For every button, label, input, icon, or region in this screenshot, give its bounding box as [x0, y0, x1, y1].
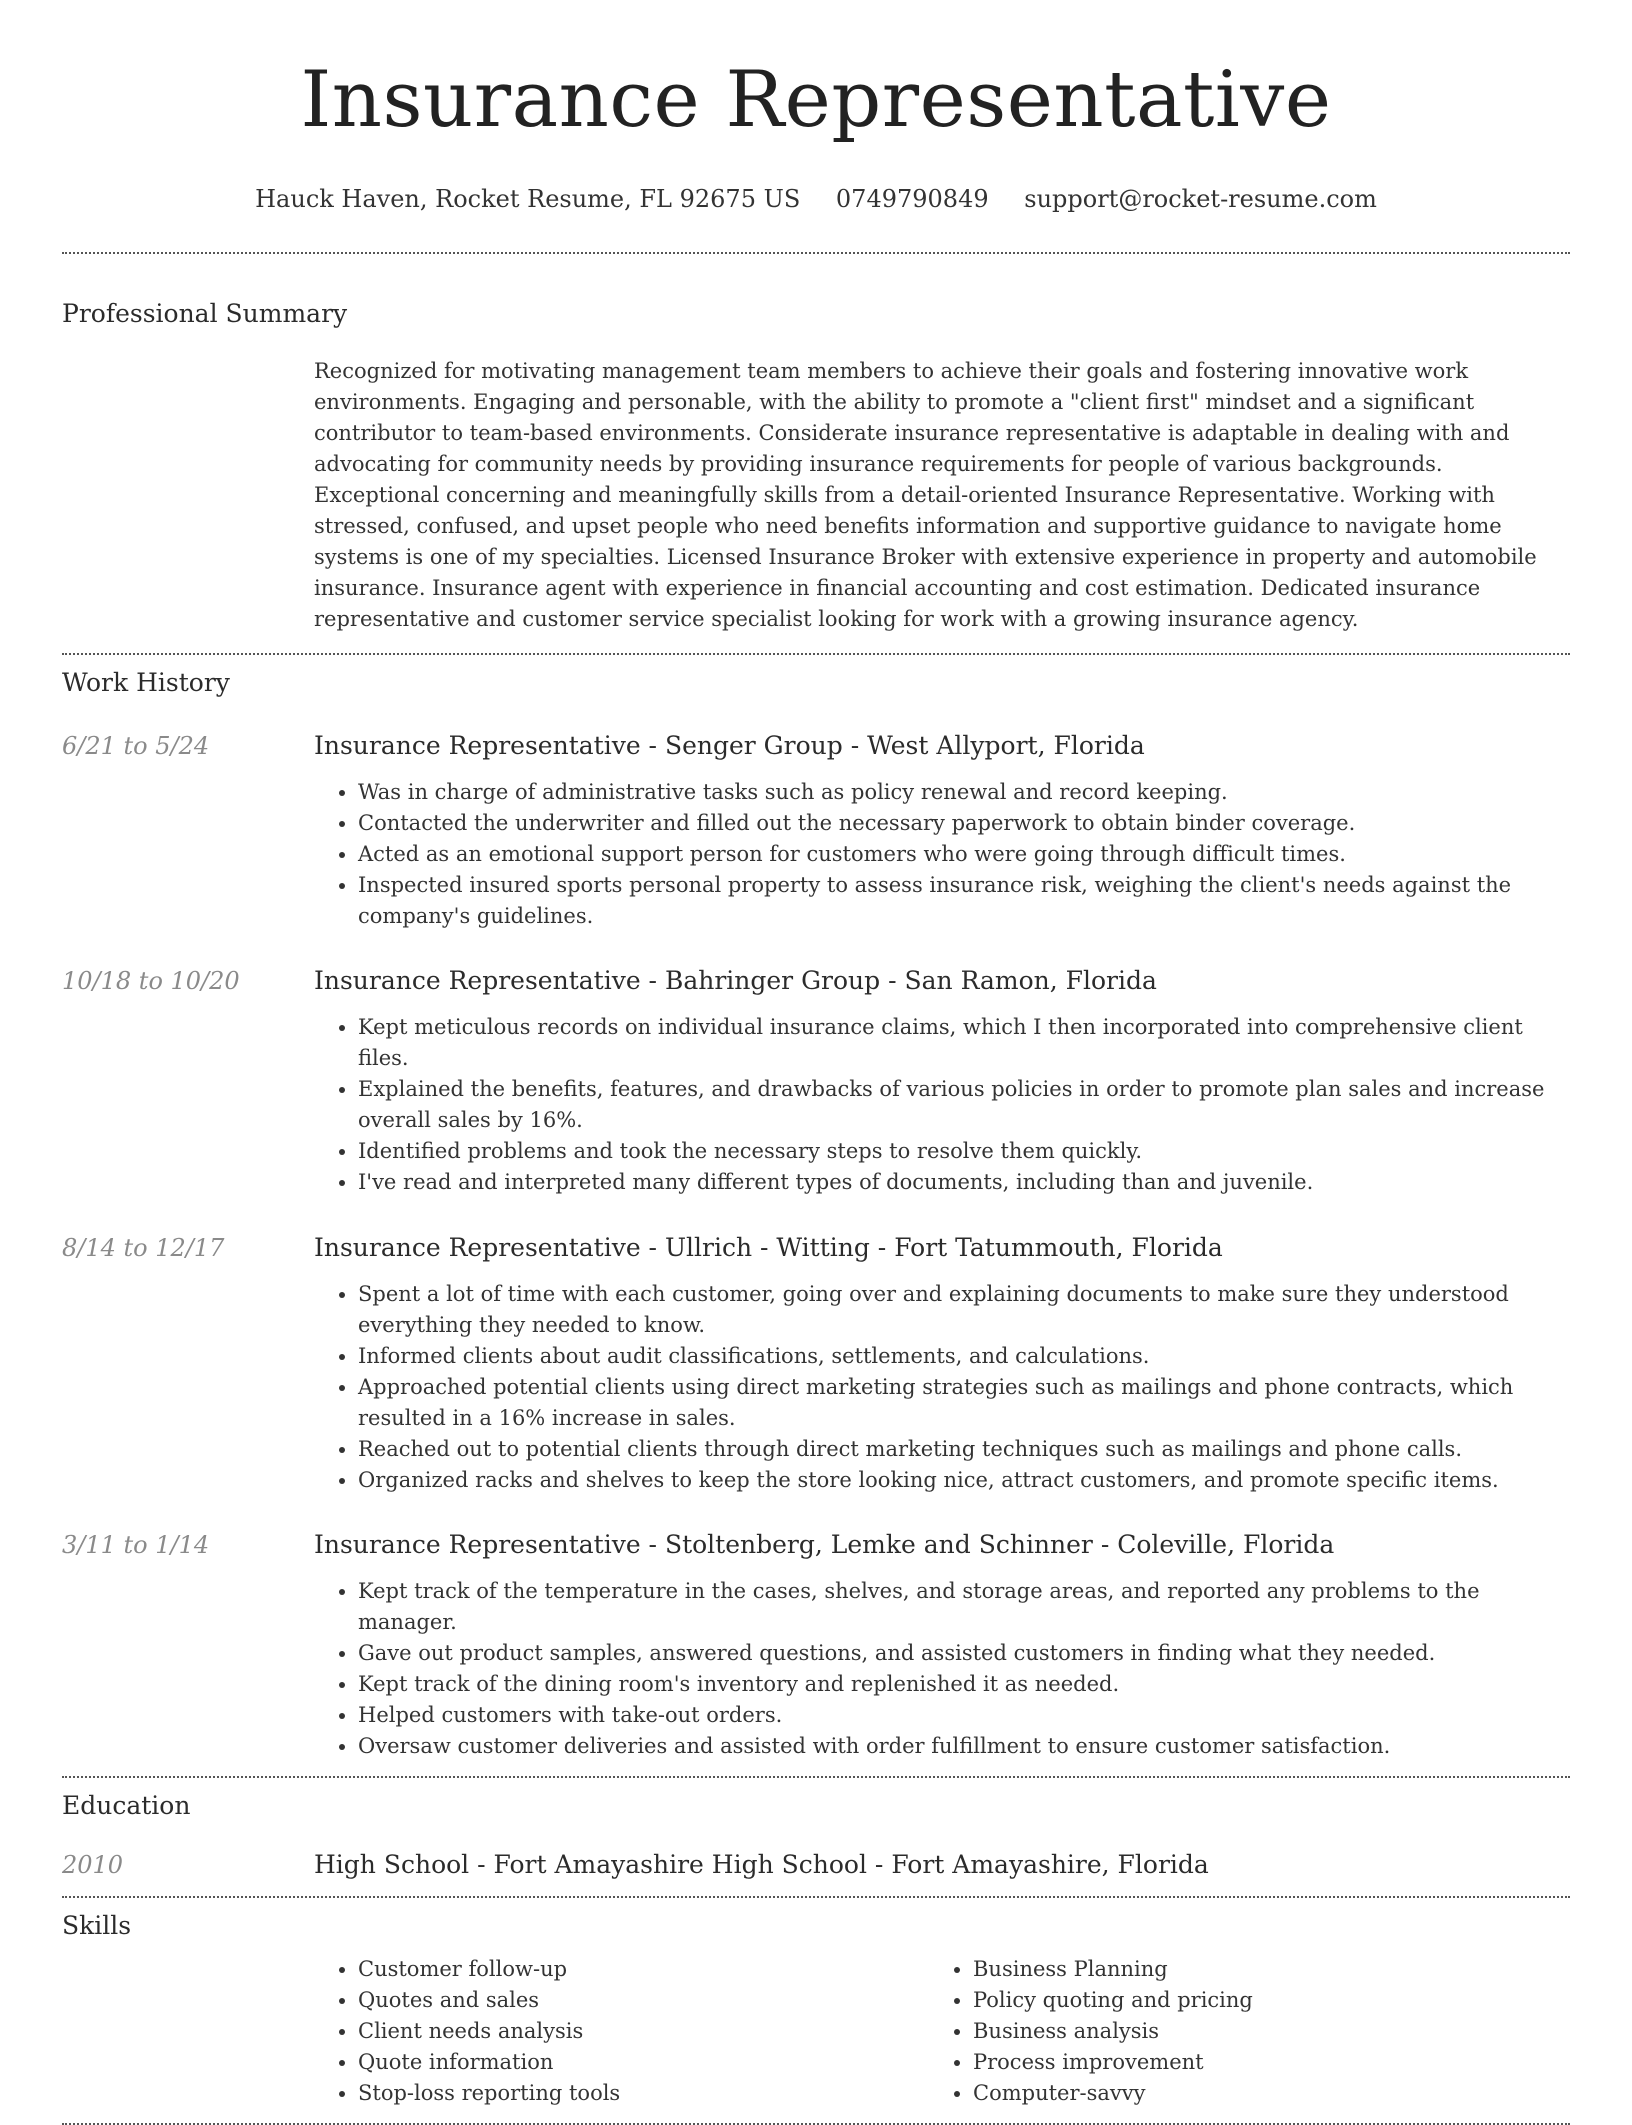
job-date: 8/14 to 12/17 — [62, 1234, 225, 1262]
skill-item: • Client needs analysis — [358, 2016, 929, 2047]
job-date: 6/21 to 5/24 — [62, 732, 210, 760]
job-bullets — [314, 1279, 1570, 1496]
job-bullet: • Approached potential clients using direct marketing strategies such as mailings and phone contracts, which resulted in a 16% increase in sales. — [358, 1372, 1570, 1434]
job-entry — [62, 964, 1570, 1198]
job-bullets — [314, 1012, 1570, 1198]
section-title-work: Work History — [62, 668, 230, 697]
job-heading: Insurance Representative - Stoltenberg, Lemke and Schinner - Coleville, Florida — [314, 1530, 1335, 1559]
skills-columns — [314, 1954, 1570, 2109]
job-bullet: • Informed clients about audit classifications, settlements, and calculations. — [358, 1341, 1570, 1372]
section-title-summary: Professional Summary — [62, 299, 348, 328]
job-bullet: • Organized racks and shelves to keep the store looking nice, attract customers, and promote specific items. — [358, 1465, 1570, 1496]
job-bullet: • Was in charge of administrative tasks such as policy renewal and record keeping. — [358, 777, 1570, 808]
skills-section — [62, 1910, 1570, 2123]
job-bullet: • Identified problems and took the necessary steps to resolve them quickly. — [358, 1136, 1570, 1167]
job-bullet: • Kept track of the temperature in the cases, shelves, and storage areas, and reported any problems to the manager. — [358, 1576, 1570, 1638]
contact-email: support@rocket-resume.com — [1024, 185, 1377, 213]
skill-item: • Business analysis — [973, 2016, 1544, 2047]
job-bullet: • Helped customers with take-out orders. — [358, 1700, 1570, 1731]
contact-phone: 0749790849 — [835, 185, 989, 213]
job-bullet: • Explained the benefits, features, and drawbacks of various policies in order to promote plan sales and increase overall sales by 16%. — [358, 1074, 1570, 1136]
education-section — [62, 1790, 1570, 1896]
divider — [62, 1776, 1570, 1778]
skill-item: • Process improvement — [973, 2047, 1544, 2078]
job-bullet: • Contacted the underwriter and filled out the necessary paperwork to obtain binder coverage. — [358, 808, 1570, 839]
section-title-education: Education — [62, 1791, 191, 1820]
job-bullet: • Spent a lot of time with each customer, going over and explaining documents to make sure they understood everything they needed to know. — [358, 1279, 1570, 1341]
skill-item: • Policy quoting and pricing — [973, 1985, 1544, 2016]
job-bullet: • Kept track of the dining room's inventory and replenished it as needed. — [358, 1669, 1570, 1700]
job-date: 3/11 to 1/14 — [62, 1531, 210, 1559]
job-body — [314, 1528, 1570, 1762]
job-bullets — [314, 777, 1570, 932]
job-bullet: • Kept meticulous records on individual insurance claims, which I then incorporated into comprehensive client files. — [358, 1012, 1570, 1074]
skill-item: • Customer follow-up — [358, 1954, 929, 1985]
contact-line — [62, 184, 1570, 214]
divider — [62, 1896, 1570, 1898]
work-section — [62, 667, 1570, 1776]
job-bullet: • I've read and interpreted many different types of documents, including than and juvenile. — [358, 1167, 1570, 1198]
job-bullet: • Reached out to potential clients through direct marketing techniques such as mailings and phone calls. — [358, 1434, 1570, 1465]
job-entry — [62, 1231, 1570, 1496]
skill-item: • Computer-savvy — [973, 2078, 1544, 2109]
job-bullets — [314, 1576, 1570, 1762]
job-entry — [62, 1528, 1570, 1762]
contact-address: Hauck Haven, Rocket Resume, FL 92675 US — [255, 185, 801, 213]
job-body — [314, 729, 1570, 932]
job-date: 10/18 to 10/20 — [62, 967, 240, 995]
job-heading: Insurance Representative - Ullrich - Witting - Fort Tatummouth, Florida — [314, 1233, 1223, 1262]
job-heading: Insurance Representative - Senger Group - West Allyport, Florida — [314, 731, 1145, 760]
job-bullet: • Acted as an emotional support person for customers who were going through difficult times. — [358, 839, 1570, 870]
skill-item: • Quotes and sales — [358, 1985, 929, 2016]
skills-list-left — [314, 1954, 929, 2109]
education-date: 2010 — [62, 1851, 124, 1879]
summary-text: Recognized for motivating management team members to achieve their goals and fostering innovative work environments. Engaging and personable, with the ability to promote a "client first" mindset and a significant contributor to team-based environments. Considerate insurance representative is adaptable in dealing with and advocating for community needs by providing insurance requirements for people of various backgrounds. Exceptional concerning and meaningfully skills from a detail-oriented Insurance Representative. Working with stressed, confused, and upset people who need benefits information and supportive guidance to navigate home systems is one of my specialties. Licensed Insurance Broker with extensive experience in property and automobile insurance. Insurance agent with experience in financial accounting and cost estimation. Dedicated insurance representative and customer service specialist looking for work with a growing insurance agency. — [314, 359, 1537, 631]
job-body — [314, 964, 1570, 1198]
skill-item: • Stop-loss reporting tools — [358, 2078, 929, 2109]
job-entry — [62, 729, 1570, 932]
job-bullet: • Inspected insured sports personal property to assess insurance risk, weighing the client's needs against the company's guidelines. — [358, 870, 1570, 932]
summary-section — [62, 298, 1570, 653]
job-heading: Insurance Representative - Bahringer Group - San Ramon, Florida — [314, 966, 1157, 995]
job-body — [314, 1231, 1570, 1496]
candidate-name: Insurance Representative — [300, 55, 1332, 145]
skill-item: • Quote information — [358, 2047, 929, 2078]
divider — [62, 252, 1570, 254]
skills-list-right — [929, 1954, 1544, 2109]
section-title-skills: Skills — [62, 1911, 132, 1940]
divider — [62, 653, 1570, 655]
job-bullet: • Oversaw customer deliveries and assisted with order fulfillment to ensure customer satisfaction. — [358, 1731, 1570, 1762]
skill-item: • Business Planning — [973, 1954, 1544, 1985]
education-heading: High School - Fort Amayashire High School - Fort Amayashire, Florida — [314, 1850, 1209, 1879]
job-bullet: • Gave out product samples, answered questions, and assisted customers in finding what they needed. — [358, 1638, 1570, 1669]
education-entry — [62, 1848, 1570, 1882]
